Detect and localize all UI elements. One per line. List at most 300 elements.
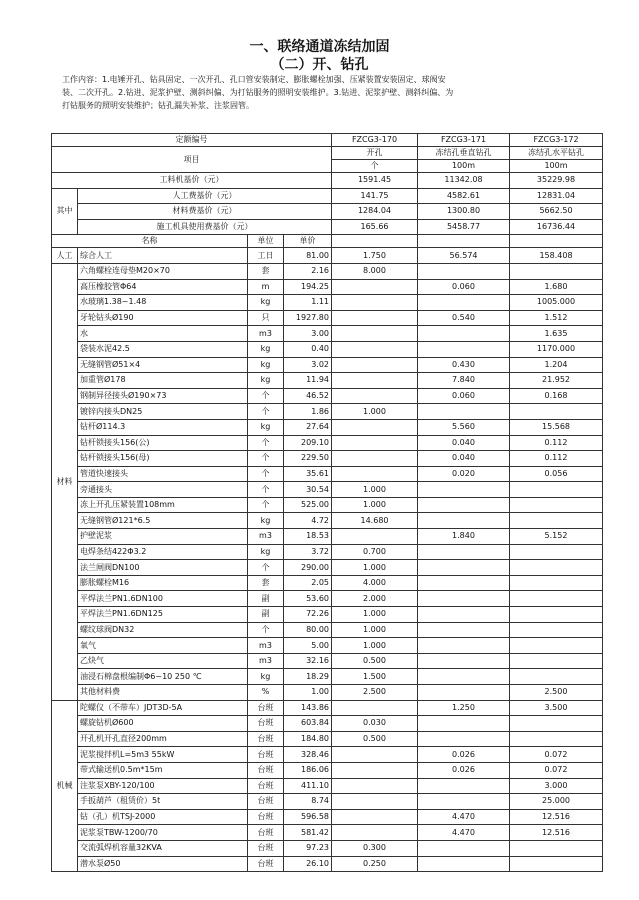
resource-row (52, 700, 603, 716)
resource-unit: 个 (248, 622, 284, 638)
resource-unit-price: 30.54 (284, 482, 332, 498)
quantity-cell: 14.680 (332, 513, 418, 529)
resource-name: 钻（孔）机TSJ-2000 (78, 809, 248, 825)
resource-row (52, 529, 603, 545)
quantity-cell: 25.000 (510, 794, 603, 810)
resource-unit: % (248, 685, 284, 701)
quantity-cell: 12.516 (510, 825, 603, 841)
resource-unit-price: 53.60 (284, 591, 332, 607)
quantity-cell: 2.500 (332, 685, 418, 701)
quantity-cell: 0.430 (418, 357, 510, 373)
quantity-cell: 0.026 (418, 762, 510, 778)
quantity-cell (418, 295, 510, 311)
resource-name: 其他材料费 (78, 685, 248, 701)
resource-unit-price: 11.94 (284, 373, 332, 389)
quantity-cell (332, 310, 418, 326)
resource-row (52, 794, 603, 810)
quantity-cell (510, 653, 603, 669)
resource-unit-price: 80.00 (284, 622, 332, 638)
quantity-cell (418, 560, 510, 576)
empty-cell (418, 235, 510, 248)
resource-unit-price: 209.10 (284, 435, 332, 451)
resource-unit-price: 32.16 (284, 653, 332, 669)
quantity-cell (510, 497, 603, 513)
resource-name: 牙轮钻头Ø190 (78, 310, 248, 326)
resource-unit: m3 (248, 326, 284, 342)
resource-unit-price: 46.52 (284, 388, 332, 404)
resource-unit-price: 97.23 (284, 840, 332, 856)
resource-row (52, 669, 603, 685)
quantity-cell: 0.500 (332, 653, 418, 669)
resource-unit: kg (248, 295, 284, 311)
quantity-cell: 0.112 (510, 451, 603, 467)
resource-row (52, 638, 603, 654)
quantity-cell (510, 840, 603, 856)
quantity-cell (418, 607, 510, 623)
resource-row (52, 560, 603, 576)
resource-name: 护壁泥浆 (78, 529, 248, 545)
resource-unit-price: 525.00 (284, 497, 332, 513)
resource-row (52, 310, 603, 326)
quantity-cell: 3.000 (510, 778, 603, 794)
resource-unit-price: 72.26 (284, 607, 332, 623)
resource-name: 钢制异径接头Ø190×73 (78, 388, 248, 404)
base-price-row (52, 173, 603, 189)
resource-unit: 副 (248, 607, 284, 623)
quantity-cell (418, 544, 510, 560)
resource-row (52, 856, 603, 872)
document-title: 一、联络通道冻结加固 (249, 39, 390, 55)
resource-name: 膨胀螺栓M16 (78, 575, 248, 591)
quantity-cell (510, 669, 603, 685)
quantity-cell (510, 638, 603, 654)
resource-row (52, 607, 603, 623)
resource-name: 注浆泵XBY-120/100 (78, 778, 248, 794)
resource-unit: m3 (248, 529, 284, 545)
quantity-cell (418, 263, 510, 279)
code-cell: FZCG3-170 (332, 134, 418, 147)
resource-row (52, 341, 603, 357)
resource-row (52, 747, 603, 763)
resource-unit: 个 (248, 451, 284, 467)
quantity-cell (510, 513, 603, 529)
intro-line: 打钻服务的照明安装维护；钻孔漏失补浆、注浆固管。 (62, 101, 254, 110)
quantity-cell (418, 685, 510, 701)
breakdown-cell: 1284.04 (332, 204, 418, 220)
intro-line: 装、二次开孔。2.钻进、泥浆护壁、测斜纠偏、为打钻服务的照明安装维护。3.钻进、泥浆护壁、测斜纠偏、为 (62, 88, 454, 97)
quantity-cell (332, 341, 418, 357)
quantity-cell: 1.750 (332, 248, 418, 264)
item-name-cell: 开孔 (332, 147, 418, 160)
quantity-cell: 21.952 (510, 373, 603, 389)
resource-unit-price: 596.58 (284, 809, 332, 825)
resource-unit-price: 186.06 (284, 762, 332, 778)
resource-name: 镀锌内接头DN25 (78, 404, 248, 420)
column-header-name: 名称 (52, 235, 248, 248)
resource-name: 袋装水泥42.5 (78, 341, 248, 357)
quantity-cell (332, 357, 418, 373)
quota-table (51, 133, 603, 872)
resource-unit: 个 (248, 497, 284, 513)
resource-row (52, 778, 603, 794)
item-unit-cell: 个 (332, 160, 418, 173)
quantity-cell: 0.112 (510, 435, 603, 451)
quantity-cell: 0.500 (332, 731, 418, 747)
quantity-cell (418, 856, 510, 872)
quantity-cell (418, 404, 510, 420)
quantity-cell: 5.152 (510, 529, 603, 545)
quantity-cell: 0.060 (418, 388, 510, 404)
resource-unit: 台班 (248, 856, 284, 872)
quantity-cell: 0.020 (418, 466, 510, 482)
quantity-cell (332, 825, 418, 841)
breakdown-cell: 165.66 (332, 219, 418, 235)
quantity-cell (510, 591, 603, 607)
quantity-cell (332, 794, 418, 810)
resource-unit: 个 (248, 388, 284, 404)
quantity-cell: 5.560 (418, 419, 510, 435)
resource-name: 冻上开孔压紧装置108mm (78, 497, 248, 513)
resource-unit-price: 81.00 (284, 248, 332, 264)
resource-row (52, 419, 603, 435)
column-header-price: 单价 (284, 235, 332, 248)
quantity-cell: 2.000 (332, 591, 418, 607)
resource-unit-price: 8.74 (284, 794, 332, 810)
resource-unit-price: 194.25 (284, 279, 332, 295)
quantity-cell: 1.000 (332, 560, 418, 576)
resource-unit-price: 18.29 (284, 669, 332, 685)
resource-unit-price: 411.10 (284, 778, 332, 794)
resource-unit: 个 (248, 560, 284, 576)
quantity-cell (510, 622, 603, 638)
resource-unit: 个 (248, 466, 284, 482)
quantity-cell: 1.840 (418, 529, 510, 545)
resource-unit-price: 581.42 (284, 825, 332, 841)
resource-row (52, 685, 603, 701)
quantity-cell: 0.030 (332, 716, 418, 732)
resource-name: 开孔机开孔直径200mm (78, 731, 248, 747)
quantity-cell (418, 341, 510, 357)
resource-row (52, 357, 603, 373)
breakdown-cell: 4582.61 (418, 188, 510, 204)
quantity-cell (332, 388, 418, 404)
resource-name: 无缝钢管Ø121*6.5 (78, 513, 248, 529)
resource-row (52, 373, 603, 389)
column-header-unit: 单位 (248, 235, 284, 248)
resource-name: 潜水泵Ø50 (78, 856, 248, 872)
quantity-cell (332, 451, 418, 467)
intro-line: 工作内容：1.电锤开孔、钻具固定、一次开孔、孔口管安装制定、膨胀螺栓加强、压紧装置安装固定、球阀安 (62, 75, 446, 84)
of-which-label: 其中 (52, 188, 78, 235)
resource-name: 泥浆泵TBW-1200/70 (78, 825, 248, 841)
resource-row (52, 731, 603, 747)
resource-unit-price: 2.05 (284, 575, 332, 591)
quantity-cell (418, 731, 510, 747)
quantity-cell: 4.000 (332, 575, 418, 591)
resource-unit: 台班 (248, 731, 284, 747)
breakdown-cell: 12831.04 (510, 188, 603, 204)
quantity-cell: 0.300 (332, 840, 418, 856)
resource-name: 带式输送机0.5m*15m (78, 762, 248, 778)
quantity-cell: 0.056 (510, 466, 603, 482)
quantity-cell (510, 575, 603, 591)
resource-unit-price: 328.46 (284, 747, 332, 763)
quantity-cell: 1170.000 (510, 341, 603, 357)
resource-unit: m (248, 279, 284, 295)
resource-unit: 台班 (248, 762, 284, 778)
resource-unit-price: 0.40 (284, 341, 332, 357)
breakdown-label: 施工机具使用费基价（元） (78, 219, 332, 235)
resource-row (52, 404, 603, 420)
quantity-cell: 4.470 (418, 825, 510, 841)
resource-name: 平焊法兰PN1.6DN125 (78, 607, 248, 623)
quantity-cell (332, 419, 418, 435)
code-cell: FZCG3-172 (510, 134, 603, 147)
resource-unit-price: 4.72 (284, 513, 332, 529)
quantity-cell (418, 326, 510, 342)
quantity-cell: 158.408 (510, 248, 603, 264)
quantity-cell: 0.168 (510, 388, 603, 404)
resource-row (52, 388, 603, 404)
resource-name: 螺纹球阀DN32 (78, 622, 248, 638)
quantity-cell: 1.000 (332, 497, 418, 513)
base-price-cell: 1591.45 (332, 173, 418, 189)
quantity-cell: 0.250 (332, 856, 418, 872)
resource-unit: m3 (248, 653, 284, 669)
resource-unit-price: 5.00 (284, 638, 332, 654)
quantity-cell (332, 326, 418, 342)
quota-table-body (52, 134, 603, 872)
quantity-cell: 56.574 (418, 248, 510, 264)
resource-unit: 个 (248, 404, 284, 420)
quantity-cell: 12.516 (510, 809, 603, 825)
item-label: 项目 (52, 147, 332, 173)
resource-name: 电焊条结422Φ3.2 (78, 544, 248, 560)
quantity-cell: 0.040 (418, 451, 510, 467)
resource-unit: 台班 (248, 716, 284, 732)
resource-unit: kg (248, 419, 284, 435)
group-label: 材料 (52, 263, 78, 700)
resource-unit: 台班 (248, 825, 284, 841)
resource-unit: kg (248, 373, 284, 389)
quantity-cell: 1.680 (510, 279, 603, 295)
section-subtitle: （二）开、钻孔 (270, 57, 369, 73)
resource-name: 高压橡胶管Φ64 (78, 279, 248, 295)
resource-name: 螺旋钻机Ø600 (78, 716, 248, 732)
resource-row (52, 482, 603, 498)
resource-unit-price: 2.16 (284, 263, 332, 279)
quantity-cell: 1.000 (332, 638, 418, 654)
resource-unit: 副 (248, 591, 284, 607)
quantity-cell (418, 778, 510, 794)
code-label: 定额编号 (52, 134, 332, 147)
resource-unit: 台班 (248, 747, 284, 763)
quantity-cell: 0.700 (332, 544, 418, 560)
resource-name: 手扳葫芦（租赁价）5t (78, 794, 248, 810)
quantity-cell (418, 575, 510, 591)
resource-unit-price: 18.53 (284, 529, 332, 545)
base-price-cell: 35229.98 (510, 173, 603, 189)
resource-row (52, 809, 603, 825)
breakdown-row (52, 219, 603, 235)
quantity-cell (332, 466, 418, 482)
resource-unit: kg (248, 544, 284, 560)
resource-name: 泥浆搅拌机L=5m3 55kW (78, 747, 248, 763)
resource-name: 钻杆Ø114.3 (78, 419, 248, 435)
resource-unit: kg (248, 513, 284, 529)
group-label: 机械 (52, 700, 78, 872)
resource-unit-price: 184.80 (284, 731, 332, 747)
resource-unit: 台班 (248, 809, 284, 825)
resource-unit: 套 (248, 575, 284, 591)
resource-unit-price: 1.00 (284, 685, 332, 701)
resource-unit-price: 603.84 (284, 716, 332, 732)
resource-row (52, 544, 603, 560)
quantity-cell: 1.204 (510, 357, 603, 373)
resource-unit-price: 1.86 (284, 404, 332, 420)
resource-unit-price: 1.11 (284, 295, 332, 311)
base-price-label: 工料机基价（元） (52, 173, 332, 189)
quantity-cell: 2.500 (510, 685, 603, 701)
quantity-cell: 0.072 (510, 762, 603, 778)
resource-name: 油浸石棉盘根编制Φ6~10 250 ℃ (78, 669, 248, 685)
resource-name: 综合人工 (78, 248, 248, 264)
quantity-cell: 4.470 (418, 809, 510, 825)
resource-unit-price: 229.50 (284, 451, 332, 467)
resource-name: 加重管Ø178 (78, 373, 248, 389)
breakdown-label: 材料费基价（元） (78, 204, 332, 220)
resource-name: 水玻璃1.38~1.48 (78, 295, 248, 311)
group-label: 人工 (52, 248, 78, 264)
resource-unit: 个 (248, 435, 284, 451)
resource-unit: 工日 (248, 248, 284, 264)
resource-unit: m3 (248, 638, 284, 654)
resource-unit: kg (248, 341, 284, 357)
quantity-cell: 1005.000 (510, 295, 603, 311)
quantity-cell: 7.840 (418, 373, 510, 389)
resource-name: 乙炔气 (78, 653, 248, 669)
quantity-cell (418, 669, 510, 685)
quantity-cell: 0.060 (418, 279, 510, 295)
code-cell: FZCG3-171 (418, 134, 510, 147)
quantity-cell (332, 529, 418, 545)
quantity-cell (418, 716, 510, 732)
resource-row (52, 591, 603, 607)
resource-name: 钻杆锁接头156(母) (78, 451, 248, 467)
quantity-cell (332, 762, 418, 778)
resource-row (52, 840, 603, 856)
quantity-cell (510, 482, 603, 498)
resource-row (52, 279, 603, 295)
resource-unit-price: 1927.80 (284, 310, 332, 326)
resource-row (52, 466, 603, 482)
empty-cell (510, 235, 603, 248)
resource-row (52, 295, 603, 311)
quantity-cell: 1.000 (332, 607, 418, 623)
quantity-cell: 1.250 (418, 700, 510, 716)
resource-unit-price: 143.86 (284, 700, 332, 716)
resource-row (52, 248, 603, 264)
resource-row (52, 825, 603, 841)
quantity-cell (332, 435, 418, 451)
resource-unit-price: 3.00 (284, 326, 332, 342)
resource-row (52, 622, 603, 638)
quantity-cell (418, 840, 510, 856)
quantity-cell (418, 497, 510, 513)
quantity-cell (418, 513, 510, 529)
breakdown-cell: 1300.80 (418, 204, 510, 220)
resource-unit: 只 (248, 310, 284, 326)
resource-row (52, 762, 603, 778)
quantity-cell: 1.000 (332, 404, 418, 420)
resource-row (52, 716, 603, 732)
item-name-cell: 冻结孔垂直钻孔 (418, 147, 510, 160)
resource-row (52, 653, 603, 669)
breakdown-cell: 141.75 (332, 188, 418, 204)
resource-unit: 台班 (248, 840, 284, 856)
quantity-cell (510, 404, 603, 420)
resource-name: 陀螺仪（不带车）JDT3D-5A (78, 700, 248, 716)
resource-row (52, 513, 603, 529)
resource-name: 旁通接头 (78, 482, 248, 498)
resource-unit: 台班 (248, 794, 284, 810)
quantity-cell (418, 653, 510, 669)
empty-cell (332, 235, 418, 248)
resource-unit: 套 (248, 263, 284, 279)
quantity-cell: 1.000 (332, 482, 418, 498)
resource-row (52, 435, 603, 451)
quantity-cell (332, 809, 418, 825)
work-content-description (62, 73, 592, 112)
base-price-cell: 11342.08 (418, 173, 510, 189)
resource-row (52, 263, 603, 279)
breakdown-row (52, 204, 603, 220)
resource-unit: kg (248, 669, 284, 685)
resource-row (52, 575, 603, 591)
resource-row (52, 451, 603, 467)
resource-name: 交流弧焊机容量32KVA (78, 840, 248, 856)
quantity-cell (510, 544, 603, 560)
resource-unit-price: 3.72 (284, 544, 332, 560)
item-name-cell: 冻结孔水平钻孔 (510, 147, 603, 160)
quantity-cell: 0.026 (418, 747, 510, 763)
quantity-cell: 3.500 (510, 700, 603, 716)
quantity-cell (418, 482, 510, 498)
quantity-cell (510, 716, 603, 732)
resource-name: 六角螺栓连母垫M20×70 (78, 263, 248, 279)
resource-name: 平焊法兰PN1.6DN100 (78, 591, 248, 607)
quantity-cell: 1.500 (332, 669, 418, 685)
resource-unit: 个 (248, 482, 284, 498)
breakdown-cell: 16736.44 (510, 219, 603, 235)
quantity-cell (510, 856, 603, 872)
resource-unit-price: 26.10 (284, 856, 332, 872)
resource-row (52, 326, 603, 342)
quantity-cell (332, 778, 418, 794)
breakdown-cell: 5458.77 (418, 219, 510, 235)
resource-unit-price: 35.61 (284, 466, 332, 482)
column-header-row (52, 235, 603, 248)
quantity-cell: 15.568 (510, 419, 603, 435)
resource-name: 管道快速接头 (78, 466, 248, 482)
item-unit-cell: 100m (510, 160, 603, 173)
quantity-cell: 1.000 (332, 622, 418, 638)
breakdown-cell: 5662.50 (510, 204, 603, 220)
quantity-cell (510, 560, 603, 576)
quantity-cell (332, 295, 418, 311)
quantity-cell (418, 591, 510, 607)
resource-name: 法兰闸阀DN100 (78, 560, 248, 576)
